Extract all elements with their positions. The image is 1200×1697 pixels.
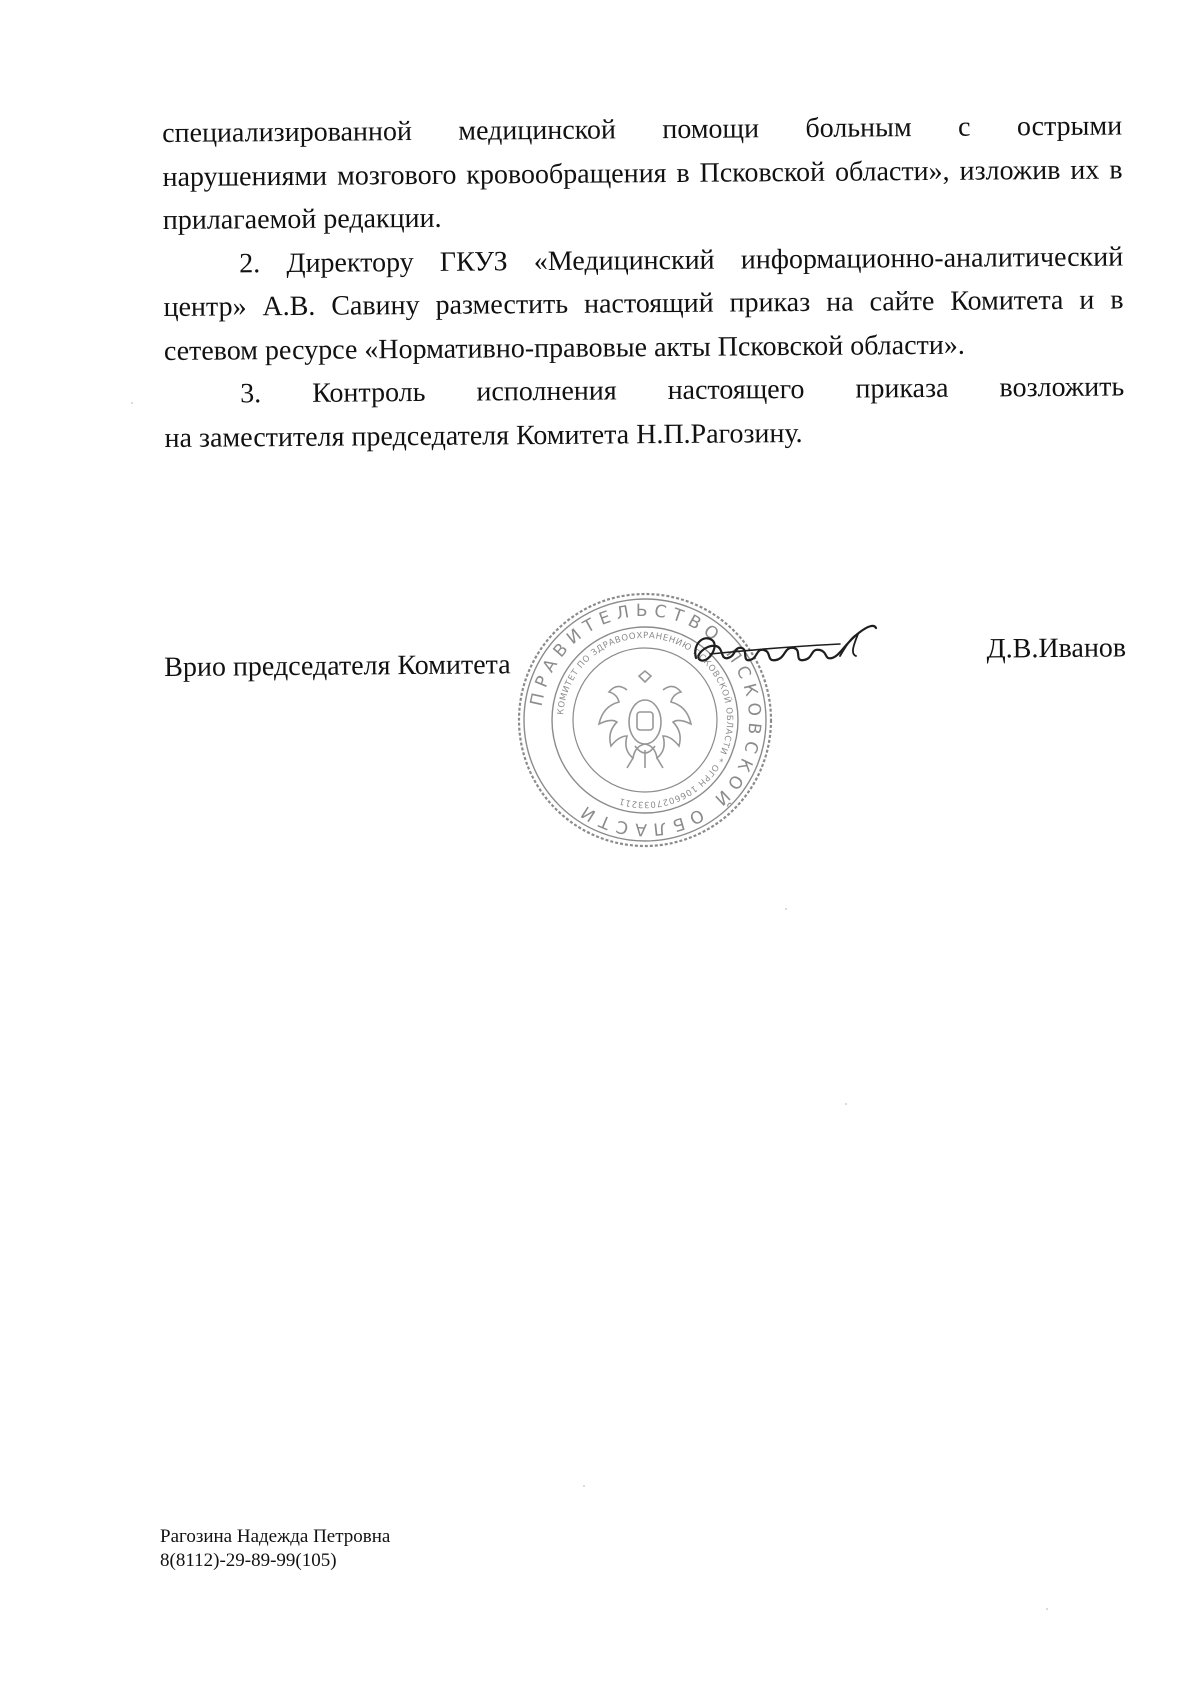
- scan-speck: [845, 1103, 847, 1105]
- svg-text:КОМИТЕТ ПО ЗДРАВООХРАНЕНИЮ ПСК: КОМИТЕТ ПО ЗДРАВООХРАНЕНИЮ ПСКОВСКОЙ ОБЛАСТИ * ОГРН 1066027033211: [556, 630, 735, 810]
- executor-name: Рагозина Надежда Петровна: [160, 1526, 391, 1547]
- signatory-name: Д.В.Иванов: [986, 632, 1127, 665]
- executor-phone: 8(8112)-29-89-99(105): [160, 1550, 337, 1571]
- signatory-title: Врио председателя Комитета: [164, 649, 511, 683]
- svg-text:ПРАВИТЕЛЬСТВО ПСКОВСКОЙ ОБЛАСТ: ПРАВИТЕЛЬСТВО ПСКОВСКОЙ ОБЛАСТИ: [526, 600, 765, 840]
- scan-speck: [131, 402, 133, 404]
- paragraph-3: [164, 365, 1125, 460]
- paragraph-1-line-1: специализированной медицинской помощи больным с острыми: [162, 110, 1123, 149]
- scan-speck: [785, 908, 787, 910]
- executor-contact: [160, 1525, 390, 1573]
- paragraph-3-rest: на заместителя председателя Комитета Н.П.Рагозину.: [164, 417, 803, 454]
- order-body-text: [162, 104, 1125, 460]
- paragraph-1-rest: нарушениями мозгового кровообращения в Псковской области», изложив их в прилагаемой редакции.: [162, 153, 1123, 236]
- paragraph-1: [162, 104, 1123, 242]
- scan-speck: [583, 1485, 585, 1487]
- paragraph-3-line-1: 3. Контроль исполнения настоящего приказа возложить: [240, 371, 1125, 410]
- signature-block: [164, 632, 1126, 690]
- scan-speck: [1046, 1608, 1048, 1610]
- paragraph-2: 2. Директору ГКУЗ «Медицинский информационно-аналитический центр» А.В. Савину разместить настоящий приказ на сайте Комитета и в сетевом ресурсе «Нормативно-правовые акты Псковской области».: [163, 240, 1124, 367]
